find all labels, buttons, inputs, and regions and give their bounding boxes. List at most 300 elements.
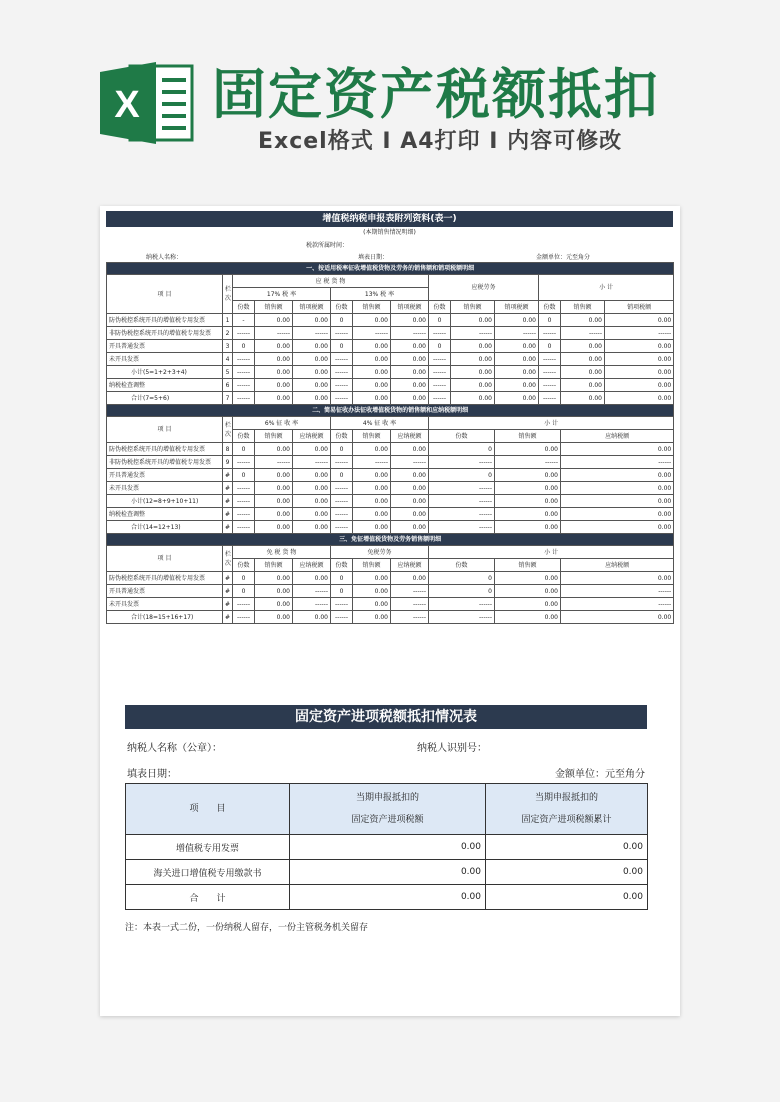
section2-header: 二、简易征收办法征收增值税货物的销售额和应纳税额明细 [107, 405, 674, 417]
cell-value: 0.00 [255, 379, 293, 392]
column-header-payable_tax: 应纳税额 [561, 559, 674, 572]
labor-header: 应税劳务 [429, 275, 539, 301]
row-label: 防伪税控系统开具的增值税专用发票 [107, 314, 223, 327]
table-row [107, 366, 674, 379]
cell-value: 0 [233, 340, 255, 353]
cell-value: 0.00 [293, 495, 331, 508]
cell-value: ------ [331, 456, 353, 469]
cell-value: 0.00 [255, 585, 293, 598]
cell-value: ------ [539, 327, 561, 340]
table-row [107, 314, 674, 327]
cell-value: 0.00 [495, 379, 539, 392]
lanci-header: 栏次 [223, 275, 233, 314]
form1-meta-row [106, 250, 673, 262]
cell-value: 0.00 [605, 353, 674, 366]
cell-value: 0.00 [451, 314, 495, 327]
form1-title: 增值税纳税申报表附列资料(表一) [106, 211, 673, 227]
current-value: 0.00 [290, 860, 486, 885]
cell-value: ------ [255, 456, 293, 469]
cell-value: ------ [391, 611, 429, 624]
exempt-goods-header: 免 税 货 物 [233, 546, 331, 559]
cell-value: 0.00 [255, 469, 293, 482]
cell-value: 0 [233, 585, 255, 598]
rate17-header: 17% 税 率 [233, 288, 331, 301]
table-row [107, 585, 674, 598]
cell-value: 0.00 [605, 366, 674, 379]
cell-value: ------ [233, 508, 255, 521]
col-current-line1: 当期申报抵扣的 [355, 793, 419, 803]
column-header-sales: 销售额 [353, 301, 391, 314]
fixed-asset-deduction-form [125, 705, 647, 933]
row-number: # [223, 508, 233, 521]
cell-value: ------ [561, 456, 674, 469]
cell-value: 0.00 [255, 366, 293, 379]
cell-value: 0.00 [353, 482, 391, 495]
cell-value: ------ [293, 598, 331, 611]
cell-value: ------ [391, 327, 429, 340]
cell-value: ------ [429, 456, 495, 469]
cell-value: 0.00 [495, 314, 539, 327]
cell-value: 0 [429, 572, 495, 585]
column-header-output_tax: 销项税额 [605, 301, 674, 314]
cell-value: 0.00 [561, 340, 605, 353]
cell-value: ------ [255, 327, 293, 340]
table-row [107, 327, 674, 340]
cell-value: ------ [391, 598, 429, 611]
cell-value: 0.00 [561, 482, 674, 495]
cell-value: ------ [429, 521, 495, 534]
cell-value: ------ [353, 327, 391, 340]
cell-value: 0.00 [293, 521, 331, 534]
column-header-sales: 销售额 [495, 559, 561, 572]
cell-value: ------ [233, 327, 255, 340]
section3-header: 三、免征增值税货物及劳务销售额明细 [107, 534, 674, 546]
cell-value: 0.00 [495, 340, 539, 353]
form2-unit-label: 金额单位：元至角分 [555, 769, 645, 780]
column-header-payable_tax: 应纳税额 [561, 430, 674, 443]
cell-value: 0.00 [353, 495, 391, 508]
cell-value: 0 [331, 585, 353, 598]
cell-value: 0.00 [451, 366, 495, 379]
form2-meta-row1 [125, 735, 647, 757]
period-label: 税款所属时间： [306, 242, 349, 249]
column-header-count: 份数 [429, 559, 495, 572]
form1-period-row [106, 238, 673, 250]
cell-value: 0.00 [293, 482, 331, 495]
cell-value: ------ [331, 598, 353, 611]
cell-value: ------ [429, 392, 451, 405]
cell-value: ------ [391, 456, 429, 469]
column-header-output_tax: 销项税额 [391, 301, 429, 314]
row-label: 纳税检查调整 [107, 508, 223, 521]
cell-value: 0.00 [561, 611, 674, 624]
cell-value: 0.00 [495, 598, 561, 611]
column-header-sales: 销售额 [495, 430, 561, 443]
cell-value: ------ [233, 366, 255, 379]
cell-value: 0.00 [495, 482, 561, 495]
table-row [107, 495, 674, 508]
column-header-payable_tax: 应纳税额 [391, 559, 429, 572]
cell-value: 0.00 [605, 392, 674, 405]
cell-value: 0.00 [255, 392, 293, 405]
row-number: 7 [223, 392, 233, 405]
row-number: # [223, 598, 233, 611]
cell-value: 0.00 [561, 508, 674, 521]
column-header-count: 份数 [331, 559, 353, 572]
cell-value: 0.00 [293, 366, 331, 379]
row-label: 合计(18=15+16+17) [107, 611, 223, 624]
rate4-header: 4% 征 收 率 [331, 417, 429, 430]
cell-value: 0.00 [255, 443, 293, 456]
cell-value: 0.00 [495, 495, 561, 508]
row-number: # [223, 469, 233, 482]
cell-value: 0.00 [293, 443, 331, 456]
table-row [107, 379, 674, 392]
cell-value: 0.00 [495, 469, 561, 482]
cell-value: 0.00 [353, 611, 391, 624]
column-header-output_tax: 销项税额 [293, 301, 331, 314]
banner-subtitle: Excel格式 Ⅰ A4打印 Ⅰ 内容可修改 [258, 129, 623, 154]
cell-value: 0.00 [495, 366, 539, 379]
cell-value: - [233, 314, 255, 327]
cell-value: ------ [391, 585, 429, 598]
cell-value: 0 [331, 314, 353, 327]
item-header: 项 目 [107, 546, 223, 572]
cell-value: 0.00 [391, 469, 429, 482]
cell-value: ------ [429, 379, 451, 392]
cell-value: 0.00 [391, 495, 429, 508]
cell-value: 0.00 [451, 340, 495, 353]
cell-value: 0.00 [561, 572, 674, 585]
cell-value: ------ [233, 482, 255, 495]
cell-value: ------ [429, 508, 495, 521]
cell-value: ------ [233, 521, 255, 534]
column-header-count: 份数 [233, 559, 255, 572]
cell-value: 0 [429, 340, 451, 353]
col-item-header: 项 目 [126, 784, 290, 835]
col-current-header [290, 784, 486, 835]
cell-value: ------ [331, 495, 353, 508]
cell-value: 0.00 [561, 392, 605, 405]
cell-value: 0.00 [495, 508, 561, 521]
cell-value: 0.00 [561, 495, 674, 508]
cell-value: ------ [331, 353, 353, 366]
row-label: 防伪税控系统开具的增值税专用发票 [107, 443, 223, 456]
column-header-count: 份数 [429, 430, 495, 443]
exempt-labor-header: 免税劳务 [331, 546, 429, 559]
form2-taxpayer-label: 纳税人名称（公章）： [127, 743, 222, 754]
row-number: 3 [223, 340, 233, 353]
cell-value: 0.00 [255, 611, 293, 624]
cell-value: 0.00 [353, 443, 391, 456]
row-label: 增值税专用发票 [126, 835, 290, 860]
lanci-header: 栏次 [223, 417, 233, 443]
cell-value: ------ [233, 611, 255, 624]
cell-value: 0.00 [391, 353, 429, 366]
cell-value: 0.00 [293, 392, 331, 405]
cell-value: 0.00 [293, 353, 331, 366]
cell-value: 0 [429, 469, 495, 482]
cell-value: ------ [233, 456, 255, 469]
subtotal-header: 小 计 [429, 546, 674, 559]
cell-value: 0.00 [255, 495, 293, 508]
col-cumulative-header [486, 784, 648, 835]
cell-value: 0.00 [495, 572, 561, 585]
cell-value: 0.00 [561, 521, 674, 534]
row-number: 4 [223, 353, 233, 366]
cell-value: ------ [429, 495, 495, 508]
table-row [107, 572, 674, 585]
row-number: 9 [223, 456, 233, 469]
cell-value: 0.00 [255, 572, 293, 585]
col-cumulative-line2: 固定资产进项税额累计 [521, 815, 612, 825]
cell-value: 0.00 [451, 379, 495, 392]
cell-value: 0.00 [561, 314, 605, 327]
cell-value: ------ [233, 495, 255, 508]
row-number: # [223, 572, 233, 585]
cell-value: 0.00 [255, 314, 293, 327]
cell-value: 0.00 [255, 598, 293, 611]
table-row [107, 598, 674, 611]
cell-value: 0.00 [293, 611, 331, 624]
cell-value: 0.00 [293, 314, 331, 327]
row-label: 开具普通发票 [107, 469, 223, 482]
svg-text:X: X [114, 84, 140, 126]
cell-value: 0 [539, 314, 561, 327]
row-label: 纳税检查调整 [107, 379, 223, 392]
cell-value: 0.00 [605, 379, 674, 392]
cell-value: 0.00 [353, 469, 391, 482]
cell-value: 0.00 [561, 353, 605, 366]
current-value: 0.00 [290, 835, 486, 860]
cell-value: 0.00 [353, 521, 391, 534]
cell-value: 0.00 [391, 443, 429, 456]
lanci-header: 栏次 [223, 546, 233, 572]
column-header-output_tax: 销项税额 [495, 301, 539, 314]
cell-value: 0.00 [561, 366, 605, 379]
column-header-count: 份数 [233, 301, 255, 314]
table-row [107, 443, 674, 456]
form2-meta-row2 [125, 757, 647, 779]
row-number: 5 [223, 366, 233, 379]
cell-value: ------ [331, 508, 353, 521]
column-header-payable_tax: 应纳税额 [391, 430, 429, 443]
cell-value: 0.00 [391, 366, 429, 379]
cell-value: 0.00 [495, 611, 561, 624]
row-label: 小计(5=1+2+3+4) [107, 366, 223, 379]
cell-value: ------ [539, 366, 561, 379]
subtotal-header: 小 计 [539, 275, 674, 301]
cell-value: 0.00 [495, 353, 539, 366]
cell-value: ------ [293, 585, 331, 598]
row-label: 非防伪税控系统开具的增值税专用发票 [107, 456, 223, 469]
cell-value: 0 [331, 340, 353, 353]
cell-value: 0.00 [561, 469, 674, 482]
form2-grid [125, 783, 648, 910]
cell-value: ------ [233, 379, 255, 392]
row-number: 8 [223, 443, 233, 456]
cell-value: 0.00 [353, 379, 391, 392]
row-number: # [223, 495, 233, 508]
col-cumulative-line1: 当期申报抵扣的 [534, 793, 598, 803]
row-label: 未开具发票 [107, 482, 223, 495]
row-number: # [223, 611, 233, 624]
unit-label: 金额单位：元至角分 [536, 254, 591, 261]
column-header-count: 份数 [539, 301, 561, 314]
rate13-header: 13% 税 率 [331, 288, 429, 301]
column-header-payable_tax: 应纳税额 [293, 430, 331, 443]
form2-taxid-label: 纳税人识别号： [417, 743, 487, 754]
cell-value: 0.00 [391, 572, 429, 585]
fill-date-label: 填表日期： [358, 254, 389, 261]
current-value: 0.00 [290, 885, 486, 910]
col-current-line2: 固定资产进项税额 [351, 815, 424, 825]
cell-value: 0.00 [255, 482, 293, 495]
cell-value: 0 [429, 314, 451, 327]
table-row [126, 860, 648, 885]
cell-value: 0.00 [391, 314, 429, 327]
row-label: 合计(7=5+6) [107, 392, 223, 405]
column-header-sales: 销售额 [451, 301, 495, 314]
form2-title: 固定资产进项税额抵扣情况表 [125, 705, 647, 729]
row-label: 未开具发票 [107, 598, 223, 611]
cell-value: ------ [331, 379, 353, 392]
cell-value: 0.00 [391, 521, 429, 534]
cell-value: 0.00 [353, 314, 391, 327]
cell-value: ------ [561, 585, 674, 598]
cell-value: 0.00 [353, 366, 391, 379]
cell-value: 0.00 [255, 340, 293, 353]
form1-grid [106, 262, 674, 624]
column-header-sales: 销售额 [255, 430, 293, 443]
table-row [107, 353, 674, 366]
row-number: # [223, 585, 233, 598]
goods-header: 应 税 货 物 [233, 275, 429, 288]
cell-value: 0 [331, 572, 353, 585]
cumulative-value: 0.00 [486, 885, 648, 910]
column-header-count: 份数 [429, 301, 451, 314]
section1-header: 一、按适用税率征收增值税货物及劳务的销售额和销项税额明细 [107, 263, 674, 275]
cell-value: 0 [429, 443, 495, 456]
cell-value: 0 [233, 469, 255, 482]
cell-value: ------ [429, 327, 451, 340]
table-row [107, 508, 674, 521]
row-label: 海关进口增值税专用缴款书 [126, 860, 290, 885]
form2-fill-date-label: 填表日期： [127, 769, 177, 780]
row-number: # [223, 482, 233, 495]
row-number: 6 [223, 379, 233, 392]
row-label: 开具普通发票 [107, 340, 223, 353]
column-header-count: 份数 [331, 301, 353, 314]
cell-value: 0.00 [353, 572, 391, 585]
cell-value: ------ [233, 353, 255, 366]
table-row [107, 456, 674, 469]
cell-value: 0.00 [561, 443, 674, 456]
cell-value: ------ [331, 327, 353, 340]
table-row [126, 835, 648, 860]
cell-value: 0.00 [255, 521, 293, 534]
row-label: 开具普通发票 [107, 585, 223, 598]
cell-value: 0.00 [353, 340, 391, 353]
cell-value: ------ [353, 456, 391, 469]
cell-value: 0.00 [495, 521, 561, 534]
table-row [107, 521, 674, 534]
cell-value: ------ [233, 598, 255, 611]
cell-value: 0.00 [293, 340, 331, 353]
column-header-sales: 销售额 [255, 559, 293, 572]
cell-value: ------ [429, 598, 495, 611]
cell-value: 0.00 [353, 508, 391, 521]
cell-value: ------ [539, 353, 561, 366]
cell-value: ------ [429, 611, 495, 624]
table-row [107, 340, 674, 353]
cell-value: ------ [293, 456, 331, 469]
cell-value: 0.00 [353, 392, 391, 405]
cell-value: 0 [233, 443, 255, 456]
cell-value: ------ [495, 327, 539, 340]
cell-value: ------ [605, 327, 674, 340]
cell-value: 0.00 [293, 508, 331, 521]
cell-value: 0.00 [391, 340, 429, 353]
row-number: 1 [223, 314, 233, 327]
cell-value: 0.00 [293, 469, 331, 482]
cell-value: 0.00 [353, 353, 391, 366]
rate6-header: 6% 征 收 率 [233, 417, 331, 430]
cell-value: 0.00 [605, 314, 674, 327]
cell-value: 0.00 [293, 572, 331, 585]
table-row [107, 469, 674, 482]
column-header-sales: 销售额 [353, 559, 391, 572]
cell-value: 0.00 [391, 379, 429, 392]
row-number: 2 [223, 327, 233, 340]
cell-value: ------ [331, 611, 353, 624]
cell-value: ------ [331, 392, 353, 405]
cell-value: ------ [495, 456, 561, 469]
row-label: 小计(12=8+9+10+11) [107, 495, 223, 508]
cell-value: 0 [331, 443, 353, 456]
row-label: 未开具发票 [107, 353, 223, 366]
item-header: 项 目 [107, 275, 223, 314]
row-label: 合计(14=12+13) [107, 521, 223, 534]
form1-note: (本期销售情况明细) [363, 229, 416, 236]
row-label: 合 计 [126, 885, 290, 910]
subtotal-header: 小 计 [429, 417, 674, 430]
cell-value: ------ [539, 392, 561, 405]
cumulative-value: 0.00 [486, 860, 648, 885]
cumulative-value: 0.00 [486, 835, 648, 860]
cell-value: 0.00 [495, 585, 561, 598]
cell-value: 0.00 [451, 353, 495, 366]
cell-value: ------ [293, 327, 331, 340]
cell-value: 0.00 [495, 443, 561, 456]
cell-value: 0.00 [255, 353, 293, 366]
cell-value: ------ [233, 392, 255, 405]
cell-value: 0.00 [451, 392, 495, 405]
cell-value: 0.00 [255, 508, 293, 521]
cell-value: 0 [539, 340, 561, 353]
cell-value: ------ [561, 327, 605, 340]
item-header: 项 目 [107, 417, 223, 443]
banner-title: 固定资产税额抵扣 [212, 63, 660, 126]
cell-value: 0 [233, 572, 255, 585]
cell-value: 0 [429, 585, 495, 598]
table-row [126, 885, 648, 910]
cell-value: 0.00 [293, 379, 331, 392]
vat-attachment-form [106, 211, 673, 624]
column-header-payable_tax: 应纳税额 [293, 559, 331, 572]
cell-value: 0.00 [605, 340, 674, 353]
cell-value: 0.00 [495, 392, 539, 405]
